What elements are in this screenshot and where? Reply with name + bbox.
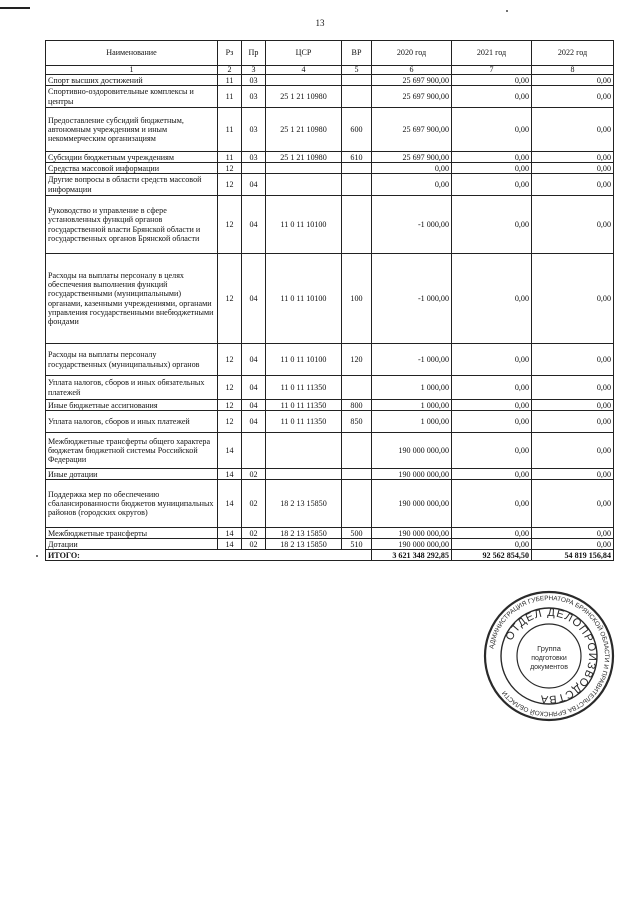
row-vr: 800 [342, 400, 372, 411]
table-row [46, 411, 614, 433]
table-row [46, 469, 614, 480]
row-name: Другие вопросы в области средств массовой информации [46, 174, 218, 196]
row-rz: 12 [218, 344, 242, 376]
row-value-2022: 0,00 [532, 528, 614, 539]
row-csr: 11 0 11 11350 [266, 376, 342, 400]
stamp-outer-text: АДМИНИСТРАЦИЯ ГУБЕРНАТОРА БРЯНСКОЙ ОБЛАСТИ И ПРАВИТЕЛЬСТВА БРЯНСКОЙ ОБЛАСТИ [488, 594, 611, 718]
row-name: Спорт высших достижений [46, 75, 218, 86]
table-row [46, 254, 614, 344]
row-rz: 11 [218, 86, 242, 108]
stamp-seal-graphic [483, 590, 615, 722]
row-pr [242, 433, 266, 469]
row-value-2021: 0,00 [452, 196, 532, 254]
row-value-2022: 0,00 [532, 400, 614, 411]
column-number: 3 [242, 66, 266, 75]
row-value-2022: 0,00 [532, 539, 614, 550]
row-vr [342, 163, 372, 174]
row-value-2022: 0,00 [532, 411, 614, 433]
row-value-2022: 0,00 [532, 344, 614, 376]
row-value-2022: 0,00 [532, 469, 614, 480]
row-rz: 14 [218, 480, 242, 528]
row-value-2022: 0,00 [532, 163, 614, 174]
header-pr: Пр [242, 41, 266, 66]
row-name: Предоставление субсидий бюджетным, автономным учреждениям и иным некоммерческим организациям [46, 108, 218, 152]
row-value-2022: 0,00 [532, 196, 614, 254]
table-row [46, 528, 614, 539]
column-number-row [46, 66, 614, 75]
row-name: Уплата налогов, сборов и иных обязательных платежей [46, 376, 218, 400]
table-row [46, 196, 614, 254]
total-label: ИТОГО: [46, 550, 372, 561]
table-row [46, 163, 614, 174]
row-vr: 600 [342, 108, 372, 152]
row-rz: 12 [218, 411, 242, 433]
row-rz: 14 [218, 469, 242, 480]
row-vr [342, 174, 372, 196]
row-value-2020: 0,00 [372, 174, 452, 196]
row-pr: 03 [242, 108, 266, 152]
stamp-center-line-1: Группа [537, 644, 561, 653]
row-csr: 25 1 21 10980 [266, 86, 342, 108]
row-pr: 03 [242, 86, 266, 108]
row-value-2020: 190 000 000,00 [372, 528, 452, 539]
row-value-2020: 190 000 000,00 [372, 433, 452, 469]
row-csr: 11 0 11 10100 [266, 196, 342, 254]
office-stamp [483, 590, 615, 722]
column-number: 6 [372, 66, 452, 75]
row-value-2020: 25 697 900,00 [372, 75, 452, 86]
row-vr [342, 469, 372, 480]
header-rz: Рз [218, 41, 242, 66]
row-csr: 11 0 11 10100 [266, 254, 342, 344]
row-name: Субсидии бюджетным учреждениям [46, 152, 218, 163]
row-vr: 850 [342, 411, 372, 433]
row-rz: 11 [218, 152, 242, 163]
row-value-2021: 0,00 [452, 480, 532, 528]
row-value-2020: 190 000 000,00 [372, 539, 452, 550]
row-csr [266, 163, 342, 174]
row-value-2020: 1 000,00 [372, 400, 452, 411]
table-row [46, 400, 614, 411]
header-csr: ЦСР [266, 41, 342, 66]
row-vr [342, 196, 372, 254]
row-value-2021: 0,00 [452, 539, 532, 550]
table-row [46, 108, 614, 152]
table-row [46, 152, 614, 163]
row-vr: 510 [342, 539, 372, 550]
row-value-2021: 0,00 [452, 75, 532, 86]
row-name: Межбюджетные трансферты общего характера бюджетам бюджетной системы Российской Федерации [46, 433, 218, 469]
header-2022: 2022 год [532, 41, 614, 66]
row-csr: 11 0 11 11350 [266, 411, 342, 433]
row-value-2021: 0,00 [452, 108, 532, 152]
row-rz: 14 [218, 528, 242, 539]
row-value-2020: 25 697 900,00 [372, 152, 452, 163]
table-row [46, 75, 614, 86]
row-value-2022: 0,00 [532, 433, 614, 469]
header-vr: ВР [342, 41, 372, 66]
row-name: Иные бюджетные ассигнования [46, 400, 218, 411]
column-number: 4 [266, 66, 342, 75]
row-name: Уплата налогов, сборов и иных платежей [46, 411, 218, 433]
row-vr: 100 [342, 254, 372, 344]
row-csr: 25 1 21 10980 [266, 152, 342, 163]
table-header-row [46, 41, 614, 66]
row-name: Расходы на выплаты персоналу государственных (муниципальных) органов [46, 344, 218, 376]
row-value-2021: 0,00 [452, 152, 532, 163]
row-value-2022: 0,00 [532, 480, 614, 528]
table-row [46, 376, 614, 400]
row-vr [342, 376, 372, 400]
row-pr: 04 [242, 174, 266, 196]
row-value-2020: 1 000,00 [372, 376, 452, 400]
header-name: Наименование [46, 41, 218, 66]
row-vr [342, 86, 372, 108]
row-name: Руководство и управление в сфере установленных функций органов государственной власти Брянской области и государственных органов Брянской области [46, 196, 218, 254]
row-pr: 02 [242, 528, 266, 539]
row-csr [266, 469, 342, 480]
row-pr: 03 [242, 75, 266, 86]
row-vr: 120 [342, 344, 372, 376]
row-value-2021: 0,00 [452, 469, 532, 480]
row-value-2022: 0,00 [532, 86, 614, 108]
row-value-2020: 25 697 900,00 [372, 108, 452, 152]
row-pr: 04 [242, 344, 266, 376]
row-value-2022: 0,00 [532, 152, 614, 163]
table-row [46, 480, 614, 528]
row-vr [342, 480, 372, 528]
row-csr: 18 2 13 15850 [266, 539, 342, 550]
row-value-2021: 0,00 [452, 254, 532, 344]
row-value-2021: 0,00 [452, 433, 532, 469]
column-number: 5 [342, 66, 372, 75]
row-value-2021: 0,00 [452, 344, 532, 376]
row-pr [242, 163, 266, 174]
row-value-2020: -1 000,00 [372, 344, 452, 376]
row-name: Средства массовой информации [46, 163, 218, 174]
stamp-inner-text: ОТДЕЛ ДЕЛОПРОИЗВОДСТВА [503, 606, 599, 706]
row-pr: 04 [242, 400, 266, 411]
row-name: Межбюджетные трансферты [46, 528, 218, 539]
row-rz: 14 [218, 433, 242, 469]
row-value-2021: 0,00 [452, 163, 532, 174]
table-row [46, 86, 614, 108]
row-rz: 12 [218, 163, 242, 174]
row-vr [342, 433, 372, 469]
row-csr [266, 75, 342, 86]
row-pr: 02 [242, 469, 266, 480]
scan-speck [36, 555, 38, 557]
total-row [46, 550, 614, 561]
row-value-2021: 0,00 [452, 376, 532, 400]
row-rz: 11 [218, 108, 242, 152]
page-number: 13 [315, 18, 325, 28]
row-csr: 11 0 11 10100 [266, 344, 342, 376]
header-2021: 2021 год [452, 41, 532, 66]
row-value-2021: 0,00 [452, 400, 532, 411]
scan-speck [506, 10, 508, 12]
row-vr [342, 75, 372, 86]
column-number: 2 [218, 66, 242, 75]
row-pr: 04 [242, 196, 266, 254]
row-value-2020: 25 697 900,00 [372, 86, 452, 108]
table-row [46, 539, 614, 550]
row-rz: 12 [218, 376, 242, 400]
stamp-center-line-2: подготовки [531, 655, 567, 662]
row-value-2022: 0,00 [532, 174, 614, 196]
row-name: Расходы на выплаты персоналу в целях обеспечения выполнения функций государственными (муниципальными) органами, казенными учреждениями, органами управления государственными внебюджетными фондами [46, 254, 218, 344]
row-name: Спортивно-оздоровительные комплексы и центры [46, 86, 218, 108]
row-value-2022: 0,00 [532, 75, 614, 86]
row-value-2020: 0,00 [372, 163, 452, 174]
row-value-2022: 0,00 [532, 376, 614, 400]
row-rz: 11 [218, 75, 242, 86]
row-rz: 14 [218, 539, 242, 550]
row-value-2022: 0,00 [532, 108, 614, 152]
row-value-2020: 190 000 000,00 [372, 480, 452, 528]
table-row [46, 433, 614, 469]
row-csr [266, 433, 342, 469]
row-rz: 12 [218, 254, 242, 344]
row-pr: 04 [242, 254, 266, 344]
row-csr: 18 2 13 15850 [266, 528, 342, 539]
row-csr: 18 2 13 15850 [266, 480, 342, 528]
column-number: 7 [452, 66, 532, 75]
row-value-2021: 0,00 [452, 174, 532, 196]
row-value-2020: -1 000,00 [372, 196, 452, 254]
table-row [46, 344, 614, 376]
row-value-2021: 0,00 [452, 528, 532, 539]
scan-corner-mark [0, 7, 30, 9]
row-name: Иные дотации [46, 469, 218, 480]
row-csr [266, 174, 342, 196]
stamp-center-line-3: документов [530, 664, 568, 671]
column-number: 1 [46, 66, 218, 75]
row-rz: 12 [218, 174, 242, 196]
row-value-2021: 0,00 [452, 86, 532, 108]
row-name: Поддержка мер по обеспечению сбалансированности бюджетов муниципальных районов (городских округов) [46, 480, 218, 528]
row-rz: 12 [218, 196, 242, 254]
row-rz: 12 [218, 400, 242, 411]
row-name: Дотации [46, 539, 218, 550]
row-vr: 610 [342, 152, 372, 163]
row-vr: 500 [342, 528, 372, 539]
total-2022: 54 819 156,84 [532, 550, 614, 561]
row-value-2020: -1 000,00 [372, 254, 452, 344]
row-value-2020: 1 000,00 [372, 411, 452, 433]
table-row [46, 174, 614, 196]
row-pr: 03 [242, 152, 266, 163]
row-pr: 02 [242, 480, 266, 528]
header-2020: 2020 год [372, 41, 452, 66]
column-number: 8 [532, 66, 614, 75]
row-value-2022: 0,00 [532, 254, 614, 344]
row-pr: 02 [242, 539, 266, 550]
row-value-2020: 190 000 000,00 [372, 469, 452, 480]
budget-table [45, 40, 614, 561]
row-pr: 04 [242, 411, 266, 433]
row-pr: 04 [242, 376, 266, 400]
total-2021: 92 562 854,50 [452, 550, 532, 561]
total-2020: 3 621 348 292,85 [372, 550, 452, 561]
row-csr: 11 0 11 11350 [266, 400, 342, 411]
row-value-2021: 0,00 [452, 411, 532, 433]
row-csr: 25 1 21 10980 [266, 108, 342, 152]
